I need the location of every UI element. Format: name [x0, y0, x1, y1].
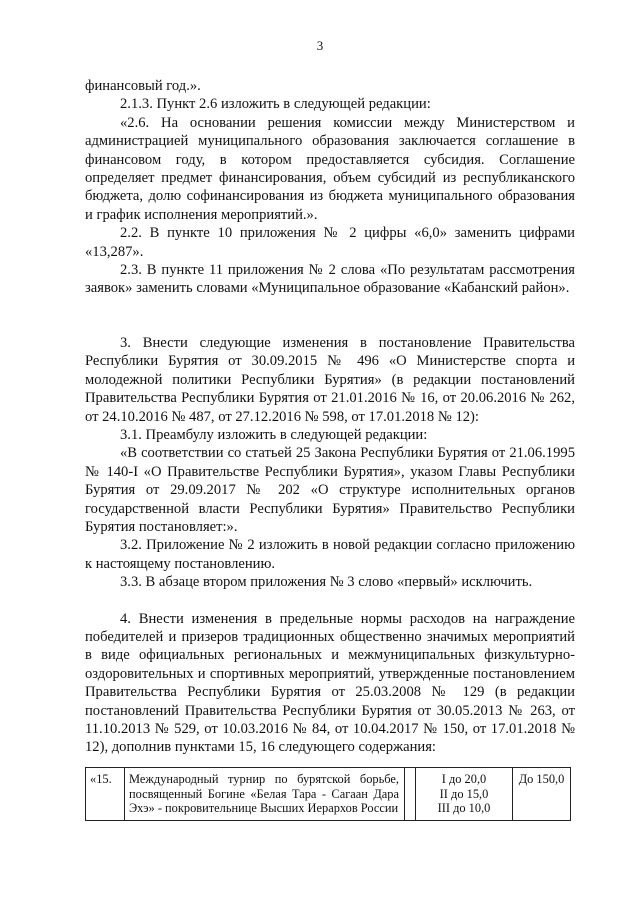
paragraph: 3. Внести следующие изменения в постановление Правительства Республики Бурятия от 30.09.2015 № 496 «О Министерстве спорта и молодежной политики Республики Бурятия» (в редакции постановлений Правительства Республики Бурятия от 21.01.2016 № 16, от 20.06.2016 № 262, от 24.10.2016 № 487, от 27.12.2016 № 598, от 17.01.2018 № 12): — [85, 334, 575, 425]
paragraph: 2.1.3. Пункт 2.6 изложить в следующей редакции: — [120, 96, 431, 113]
paragraph-gap — [85, 592, 575, 610]
prize-limits — [416, 768, 513, 821]
paragraph: 3.2. Приложение № 2 изложить в новой редакции согласно приложению к настоящему постановлению. — [85, 537, 575, 572]
prize-second: II до 15,0 — [439, 786, 489, 801]
paragraph-gap — [85, 298, 575, 316]
paragraph-gap — [85, 316, 575, 334]
prize-first: I до 20,0 — [441, 772, 487, 786]
empty-cell — [405, 768, 416, 821]
prize-third: III до 10,0 — [437, 801, 491, 815]
paragraph: 2.3. В пункте 11 приложения № 2 слова «По результатам рассмотрения заявок» заменить словами «Муниципальное образование «Кабанский район». — [85, 262, 575, 297]
document-body — [85, 77, 575, 757]
page-number: 3 — [316, 38, 324, 53]
item-number: «15. — [86, 768, 125, 821]
awards-table — [85, 767, 571, 821]
paragraph: «2.6. На основании решения комиссии между Министерством и администрацией муниципального образования заключается соглашение в финансовом году, в котором предоставляется субсидия. Соглашение определяет предмет финансирования, объем субсидий из республиканского бюджета, долю софинансирования из бюджета муниципального образования и график исполнения мероприятий.». — [85, 114, 575, 223]
paragraph: «В соответствии со статьей 25 Закона Республики Бурятия от 21.06.1995 № 140-I «О Правительстве Республики Бурятия», указом Главы Республики Бурятия от 29.09.2017 № 202 «О структуре исполнительных органов государственной власти Республики Бурятия» Правительство Республики Бурятия постановляет:». — [85, 445, 575, 535]
paragraph: 2.2. В пункте 10 приложения № 2 цифры «6,0» заменить цифрами «13,287». — [85, 225, 575, 260]
paragraph: 3.3. В абзаце втором приложения № 3 слово «первый» исключить. — [120, 574, 533, 591]
paragraph: 4. Внести изменения в предельные нормы расходов на награждение победителей и призеров традиционных общественно значимых мероприятий в виде официальных региональных и межмуниципальных физкультурно-оздоровительных и спортивных мероприятий, утвержденные постановлением Правительства Республики Бурятия от 25.03.2008 № 129 (в редакции постановлений Правительства Республики Бурятия от 30.05.2013 № 263, от 11.10.2013 № 529, от 10.03.2016 № 84, от 10.04.2017 № 150, от 17.01.2018 № 12), дополнив пунктами 15, 16 следующего содержания: — [85, 610, 575, 756]
paragraph: 3.1. Преамбулу изложить в следующей редакции: — [120, 426, 428, 443]
table-row — [86, 768, 571, 821]
paragraph: финансовый год.». — [85, 78, 201, 94]
total-limit: До 150,0 — [513, 768, 571, 821]
event-name: Международный турнир по бурятской борьбе, посвященный Богине «Белая Тара - Сагаан Дара Эхэ» - покровительнице Высших Иерархов России — [125, 768, 405, 821]
